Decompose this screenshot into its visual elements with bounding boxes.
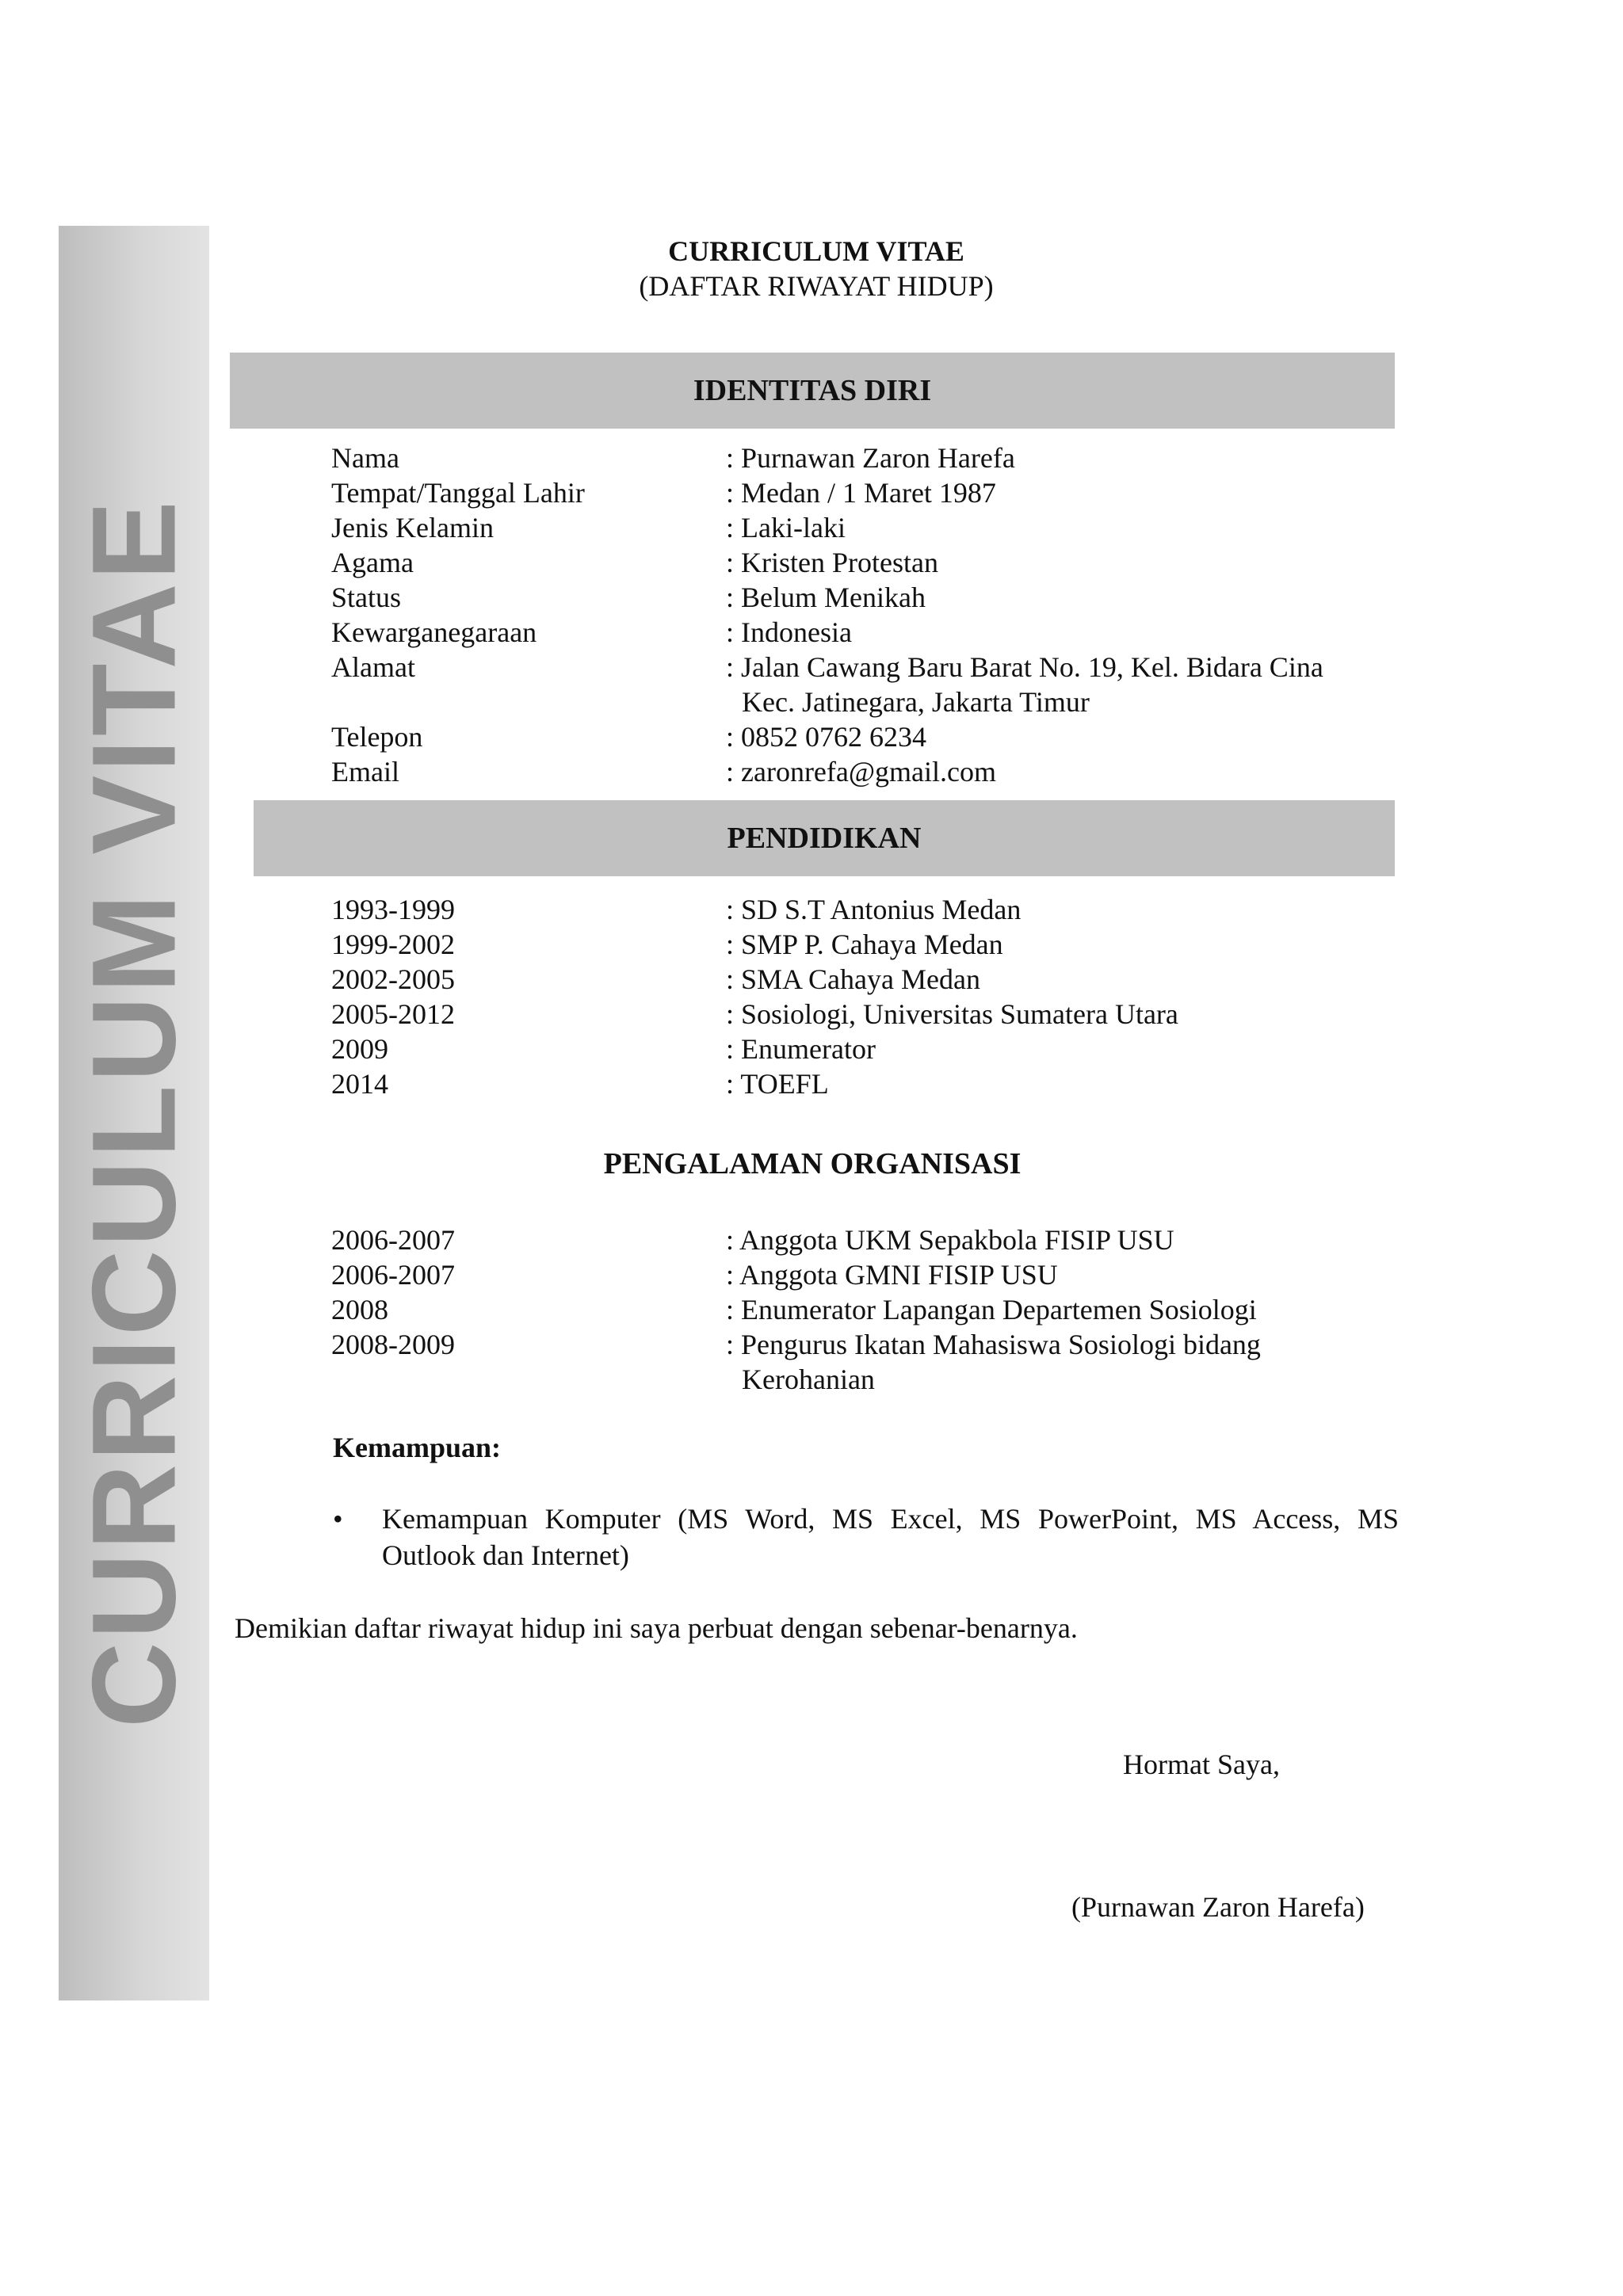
row-value: Kerohanian bbox=[742, 1363, 875, 1395]
signature-name: (Purnawan Zaron Harefa) bbox=[1071, 1891, 1365, 1923]
identitas-row bbox=[331, 580, 1441, 615]
row-label: 2005-2012 bbox=[331, 998, 455, 1030]
row-label: Agama bbox=[331, 547, 414, 578]
identitas-list bbox=[331, 441, 1441, 789]
identitas-row bbox=[331, 719, 1441, 754]
organisasi-row bbox=[331, 1292, 1441, 1327]
row-label bbox=[331, 1362, 726, 1397]
row-value: : Belum Menikah bbox=[726, 582, 926, 613]
identitas-row bbox=[331, 615, 1441, 650]
cv-subtitle: (DAFTAR RIWAYAT HIDUP) bbox=[639, 270, 994, 302]
row-label: Jenis Kelamin bbox=[331, 512, 494, 543]
row-label: Tempat/Tanggal Lahir bbox=[331, 477, 585, 509]
closing-statement: Demikian daftar riwayat hidup ini saya perbuat dengan sebenar-benarnya. bbox=[235, 1612, 1078, 1644]
pendidikan-list bbox=[331, 892, 1441, 1101]
row-value: : Enumerator bbox=[726, 1033, 876, 1065]
organisasi-row bbox=[331, 1222, 1441, 1257]
row-value: : SMP P. Cahaya Medan bbox=[726, 929, 1003, 960]
row-label: Nama bbox=[331, 442, 399, 474]
row-label: Email bbox=[331, 756, 399, 788]
identitas-row bbox=[331, 441, 1441, 475]
row-value: : zaronrefa@gmail.com bbox=[726, 756, 996, 788]
pendidikan-row bbox=[331, 1032, 1441, 1066]
organisasi-row-continuation bbox=[331, 1362, 1441, 1397]
row-label: Kewarganegaraan bbox=[331, 616, 537, 648]
row-value: : Anggota UKM Sepakbola FISIP USU bbox=[726, 1224, 1174, 1256]
row-label: 2014 bbox=[331, 1068, 388, 1100]
row-value: : Pengurus Ikatan Mahasiswa Sosiologi bidang bbox=[726, 1329, 1261, 1360]
row-value: : Enumerator Lapangan Departemen Sosiologi bbox=[726, 1294, 1257, 1325]
row-label: 2009 bbox=[331, 1033, 388, 1065]
row-label: 1993-1999 bbox=[331, 894, 455, 925]
row-value: : Sosiologi, Universitas Sumatera Utara bbox=[726, 998, 1178, 1030]
pendidikan-row bbox=[331, 892, 1441, 927]
row-label: Alamat bbox=[331, 651, 415, 683]
skill-text: Kemampuan Komputer (MS Word, MS Excel, MS PowerPoint, MS Access, MS Outlook dan Internet) bbox=[382, 1503, 1399, 1571]
row-value: : Indonesia bbox=[726, 616, 852, 648]
row-label: Status bbox=[331, 582, 402, 613]
row-value: : Kristen Protestan bbox=[726, 547, 938, 578]
side-band bbox=[59, 226, 209, 2000]
row-label: 2002-2005 bbox=[331, 963, 455, 995]
pendidikan-row bbox=[331, 962, 1441, 997]
identitas-row bbox=[331, 545, 1441, 580]
row-value: Kec. Jatinegara, Jakarta Timur bbox=[742, 686, 1090, 718]
row-value: : Laki-laki bbox=[726, 512, 846, 543]
pendidikan-row bbox=[331, 997, 1441, 1032]
organisasi-list bbox=[331, 1222, 1441, 1397]
row-value: : 0852 0762 6234 bbox=[726, 721, 927, 753]
row-label: 2006-2007 bbox=[331, 1224, 455, 1256]
section-heading-pendidikan: PENDIDIKAN bbox=[254, 800, 1395, 876]
row-label: Telepon bbox=[331, 721, 423, 753]
section-heading-identitas: IDENTITAS DIRI bbox=[230, 353, 1395, 429]
row-label: 1999-2002 bbox=[331, 929, 455, 960]
section-heading-organisasi: PENGALAMAN ORGANISASI bbox=[603, 1147, 1022, 1180]
closing-greeting: Hormat Saya, bbox=[1123, 1749, 1280, 1780]
identitas-row bbox=[331, 475, 1441, 510]
pendidikan-row bbox=[331, 1066, 1441, 1101]
row-label: 2006-2007 bbox=[331, 1259, 455, 1291]
row-value: : TOEFL bbox=[726, 1068, 829, 1100]
side-watermark: CURRICULUM VITAE bbox=[67, 498, 200, 1729]
row-value: : Purnawan Zaron Harefa bbox=[726, 442, 1015, 474]
row-label: 2008 bbox=[331, 1294, 388, 1325]
bullet-icon: • bbox=[333, 1503, 343, 1535]
row-value: : Anggota GMNI FISIP USU bbox=[726, 1259, 1058, 1291]
pendidikan-row bbox=[331, 927, 1441, 962]
organisasi-row bbox=[331, 1327, 1441, 1362]
row-value: : Medan / 1 Maret 1987 bbox=[726, 477, 996, 509]
row-value: : SMA Cahaya Medan bbox=[726, 963, 980, 995]
skill-list-item bbox=[333, 1501, 1399, 1573]
kemampuan-heading: Kemampuan: bbox=[333, 1432, 502, 1463]
cv-title: CURRICULUM VITAE bbox=[668, 235, 964, 267]
row-label bbox=[331, 685, 726, 719]
organisasi-row bbox=[331, 1257, 1441, 1292]
row-label: 2008-2009 bbox=[331, 1329, 455, 1360]
row-value: : SD S.T Antonius Medan bbox=[726, 894, 1022, 925]
identitas-row bbox=[331, 754, 1441, 789]
identitas-row bbox=[331, 510, 1441, 545]
identitas-row bbox=[331, 650, 1441, 685]
identitas-row-continuation bbox=[331, 685, 1441, 719]
row-value: : Jalan Cawang Baru Barat No. 19, Kel. Bidara Cina bbox=[726, 651, 1323, 683]
